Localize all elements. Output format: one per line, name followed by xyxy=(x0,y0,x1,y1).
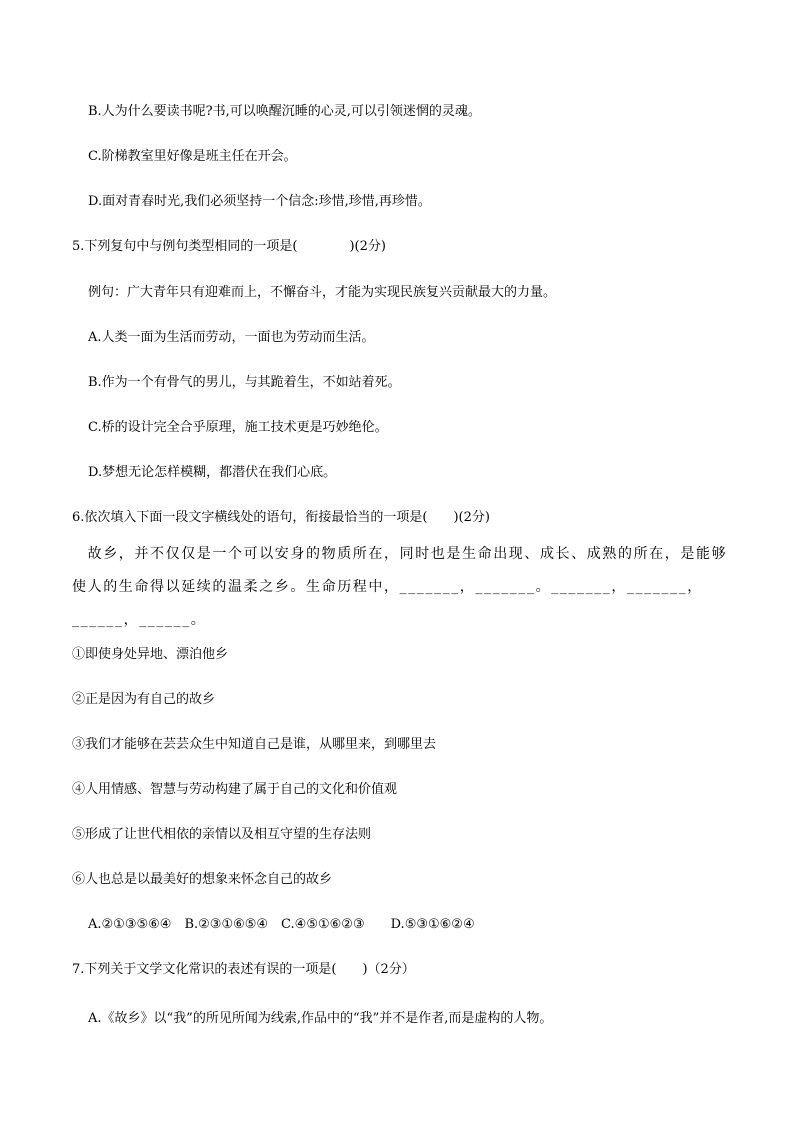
q6-sentence-2: ②正是因为有自己的故乡 xyxy=(72,692,216,707)
q4-option-b: B.人为什么要读书呢?书,可以唤醒沉睡的心灵,可以引领迷惘的灵魂。 xyxy=(88,104,481,119)
q6-sentence-4: ④人用情感、智慧与劳动构建了属于自己的文化和价值观 xyxy=(72,782,398,797)
q5-option-c: C.桥的设计完全合乎原理，施工技术更是巧妙绝伦。 xyxy=(88,420,388,435)
q6-options: A.②①③⑤⑥④ B.②③①⑥⑤④ C.④⑤①⑥②③ D.⑤③①⑥②④ xyxy=(88,917,475,932)
q6-passage-line-2: 使人的生命得以延续的温柔之乡。生命历程中，_______，_______。_______，_______， xyxy=(72,579,703,595)
q4-option-c: C.阶梯教室里好像是班主任在开会。 xyxy=(88,149,297,164)
q5-stem: 5.下列复句中与例句类型相同的一项是( )(2分) xyxy=(72,239,386,254)
q6-sentence-1: ①即使身处异地、漂泊他乡 xyxy=(72,647,229,662)
q4-option-d: D.面对青春时光,我们必须坚持一个信念:珍惜,珍惜,再珍惜。 xyxy=(88,194,431,209)
q6-sentence-6: ⑥人也总是以最美好的想象来怀念自己的故乡 xyxy=(72,872,333,887)
q6-sentence-5: ⑤形成了让世代相依的亲情以及相互守望的生存法则 xyxy=(72,827,372,842)
q5-option-d: D.梦想无论怎样模糊，都潜伏在我们心底。 xyxy=(88,465,337,480)
q6-stem: 6.依次填入下面一段文字横线处的语句，衔接最恰当的一项是( )(2分) xyxy=(72,510,490,525)
q5-example: 例句：广大青年只有迎难而上，不懈奋斗，才能为实现民族复兴贡献最大的力量。 xyxy=(88,285,557,300)
q6-passage-line-3: ______，______。 xyxy=(72,612,207,628)
q5-option-a: A.人类一面为生活而劳动，一面也为劳动而生活。 xyxy=(88,330,375,345)
q6-sentence-3: ③我们才能够在芸芸众生中知道自己是谁，从哪里来，到哪里去 xyxy=(72,737,437,752)
q6-passage-line-1: 故乡，并不仅仅是一个可以安身的物质所在，同时也是生命出现、成长、成熟的所在，是能够 xyxy=(72,546,728,562)
q7-option-a: A.《故乡》以“我”的所见所闻为线索,作品中的“我”并不是作者,而是虚构的人物。 xyxy=(88,1011,553,1026)
q5-option-b: B.作为一个有骨气的男儿，与其跪着生，不如站着死。 xyxy=(88,375,401,390)
q7-stem: 7.下列关于文学文化常识的表述有误的一项是( )（2分） xyxy=(72,962,415,977)
